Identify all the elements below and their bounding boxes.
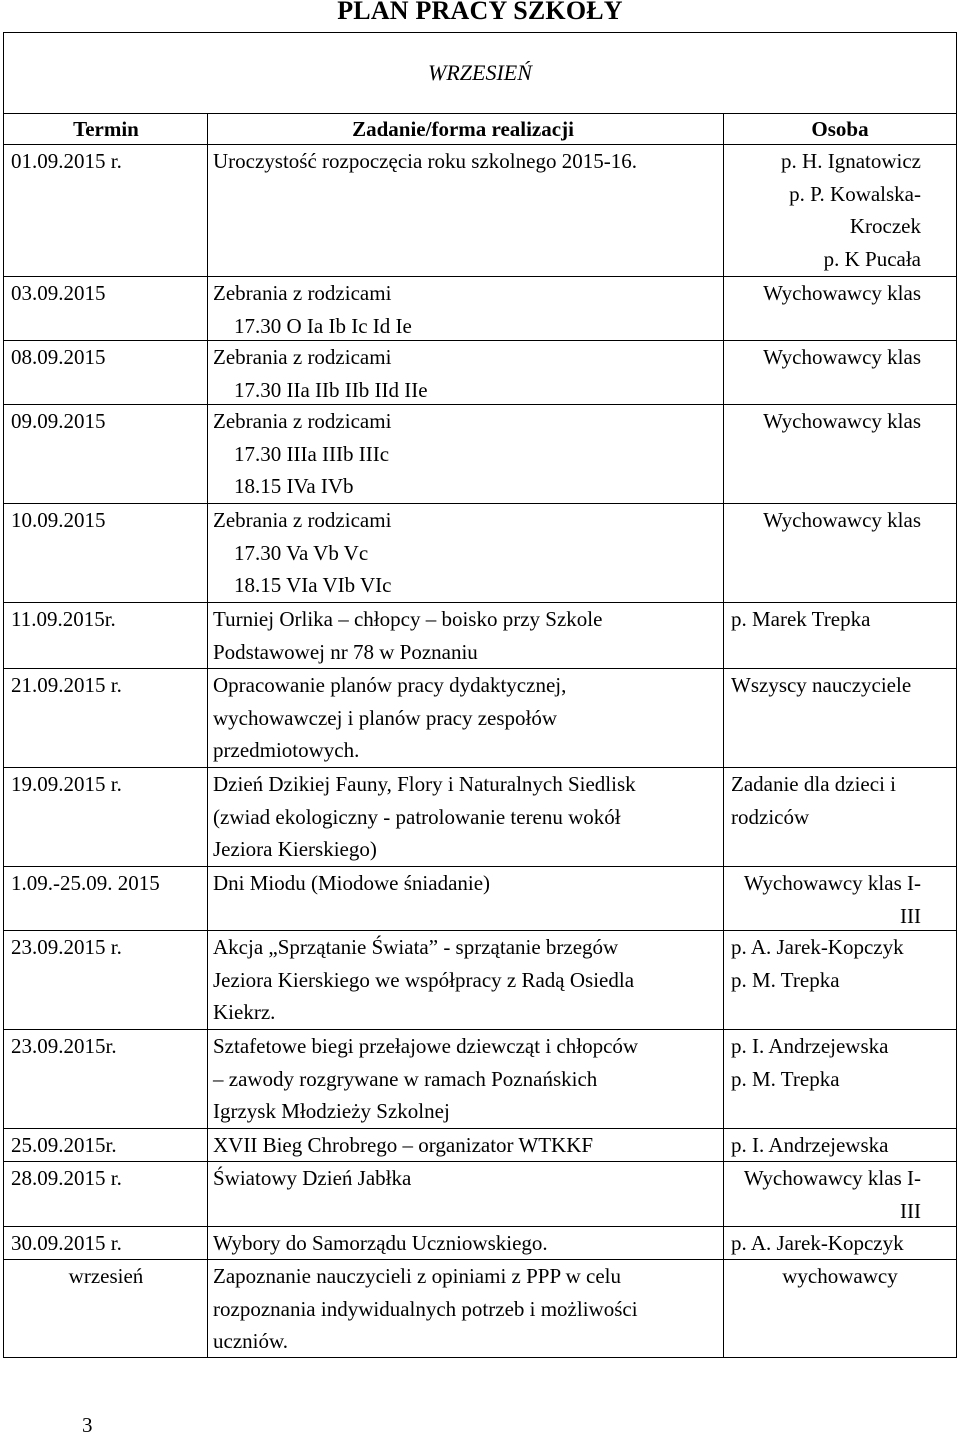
termin-cell: 30.09.2015 r. — [11, 1231, 122, 1255]
table-row — [3, 1162, 957, 1227]
column-divider-2 — [723, 113, 724, 1358]
termin-cell: 01.09.2015 r. — [11, 149, 122, 173]
table-row — [3, 1129, 957, 1162]
osoba-cell: p. I. Andrzejewska p. M. Trepka — [731, 1034, 889, 1091]
table-row — [3, 341, 957, 405]
osoba-cell: p. I. Andrzejewska — [731, 1133, 889, 1157]
osoba-cell: p. A. Jarek-Kopczyk — [731, 1231, 904, 1255]
osoba-cell: Wychowawcy klas I- III — [743, 871, 921, 928]
zadanie-cell: Zebrania z rodzicami 17.30 Va Vb Vc 18.15 VIa VIb VIc — [213, 508, 392, 597]
zadanie-cell: Światowy Dzień Jabłka — [213, 1166, 412, 1190]
zadanie-cell: Akcja „Sprzątanie Świata” - sprzątanie brzegów Jeziora Kierskiego we współpracy z Radą Osiedla Kiekrz. — [213, 935, 635, 1024]
osoba-cell: wychowawcy — [782, 1264, 898, 1288]
zadanie-cell: XVII Bieg Chrobrego – organizator WTKKF — [213, 1133, 594, 1157]
zadanie-cell: Zebrania z rodzicami 17.30 IIIa IIIb IIIc 18.15 IVa IVb — [213, 409, 392, 498]
osoba-cell: Wychowawcy klas — [763, 281, 921, 305]
termin-cell: 09.09.2015 — [11, 409, 106, 433]
table-row — [3, 768, 957, 867]
zadanie-cell: Dni Miodu (Miodowe śniadanie) — [213, 871, 491, 895]
table-header — [3, 113, 957, 145]
osoba-cell: Wychowawcy klas — [763, 508, 921, 532]
termin-cell: 19.09.2015 r. — [11, 772, 122, 796]
osoba-cell: Wychowawcy klas — [763, 409, 921, 433]
column-divider-1 — [207, 113, 208, 1358]
zadanie-cell: Wybory do Samorządu Uczniowskiego. — [213, 1231, 548, 1255]
table-row — [3, 1260, 957, 1358]
zadanie-cell: Sztafetowe biegi przełajowe dziewcząt i chłopców – zawody rozgrywane w ramach Poznańskich Igrzysk Młodzieży Szkolnej — [213, 1034, 639, 1123]
table-row — [3, 145, 957, 277]
table-row — [3, 867, 957, 931]
page-number: 3 — [82, 1413, 93, 1437]
header-osoba: Osoba — [811, 117, 869, 141]
zadanie-cell: Uroczystość rozpoczęcia roku szkolnego 2015-16. — [213, 149, 637, 173]
osoba-cell: Zadanie dla dzieci i rodziców — [731, 772, 896, 829]
termin-cell: 21.09.2015 r. — [11, 673, 122, 697]
termin-cell: 03.09.2015 — [11, 281, 106, 305]
zadanie-cell: Zapoznanie nauczycieli z opiniami z PPP w celu rozpoznania indywidualnych potrzeb i możliwości uczniów. — [213, 1264, 638, 1353]
month-heading: WRZESIEŃ — [428, 60, 532, 85]
zadanie-cell: Turniej Orlika – chłopcy – boisko przy Szkole Podstawowej nr 78 w Poznaniu — [213, 607, 603, 664]
table-row — [3, 603, 957, 669]
termin-cell: 1.09.-25.09. 2015 — [11, 871, 160, 895]
termin-cell: 25.09.2015r. — [11, 1133, 117, 1157]
zadanie-cell: Dzień Dzikiej Fauny, Flory i Naturalnych Siedlisk (zwiad ekologiczny - patrolowanie terenu wokół Jeziora Kierskiego) — [213, 772, 636, 861]
osoba-cell: p. H. Ignatowicz p. P. Kowalska- Kroczek p. K Pucała — [781, 149, 921, 271]
zadanie-cell: Opracowanie planów pracy dydaktycznej, wychowawczej i planów pracy zespołów przedmiotowych. — [213, 673, 567, 762]
table-row — [3, 1030, 957, 1129]
termin-cell: wrzesień — [68, 1264, 144, 1288]
table-row — [3, 931, 957, 1030]
header-termin: Termin — [73, 117, 139, 141]
termin-cell: 28.09.2015 r. — [11, 1166, 122, 1190]
osoba-cell: p. Marek Trepka — [731, 607, 871, 631]
termin-cell: 23.09.2015 r. — [11, 935, 122, 959]
table-row — [3, 504, 957, 603]
page-title: PLAN PRACY SZKOŁY — [337, 0, 623, 25]
header-zadanie: Zadanie/forma realizacji — [352, 117, 574, 141]
osoba-cell: p. A. Jarek-Kopczyk p. M. Trepka — [731, 935, 904, 992]
osoba-cell: Wszyscy nauczyciele — [731, 673, 912, 697]
termin-cell: 08.09.2015 — [11, 345, 106, 369]
osoba-cell: Wychowawcy klas — [763, 345, 921, 369]
termin-cell: 11.09.2015r. — [11, 607, 116, 631]
table-row — [3, 277, 957, 341]
termin-cell: 23.09.2015r. — [11, 1034, 117, 1058]
table-row — [3, 1227, 957, 1260]
termin-cell: 10.09.2015 — [11, 508, 106, 532]
table-row — [3, 405, 957, 504]
zadanie-cell: Zebrania z rodzicami 17.30 IIa IIb IIb IId IIe — [213, 345, 428, 402]
zadanie-cell: Zebrania z rodzicami 17.30 O Ia Ib Ic Id Ie — [213, 281, 412, 338]
osoba-cell: Wychowawcy klas I- III — [743, 1166, 921, 1223]
table-row — [3, 669, 957, 768]
